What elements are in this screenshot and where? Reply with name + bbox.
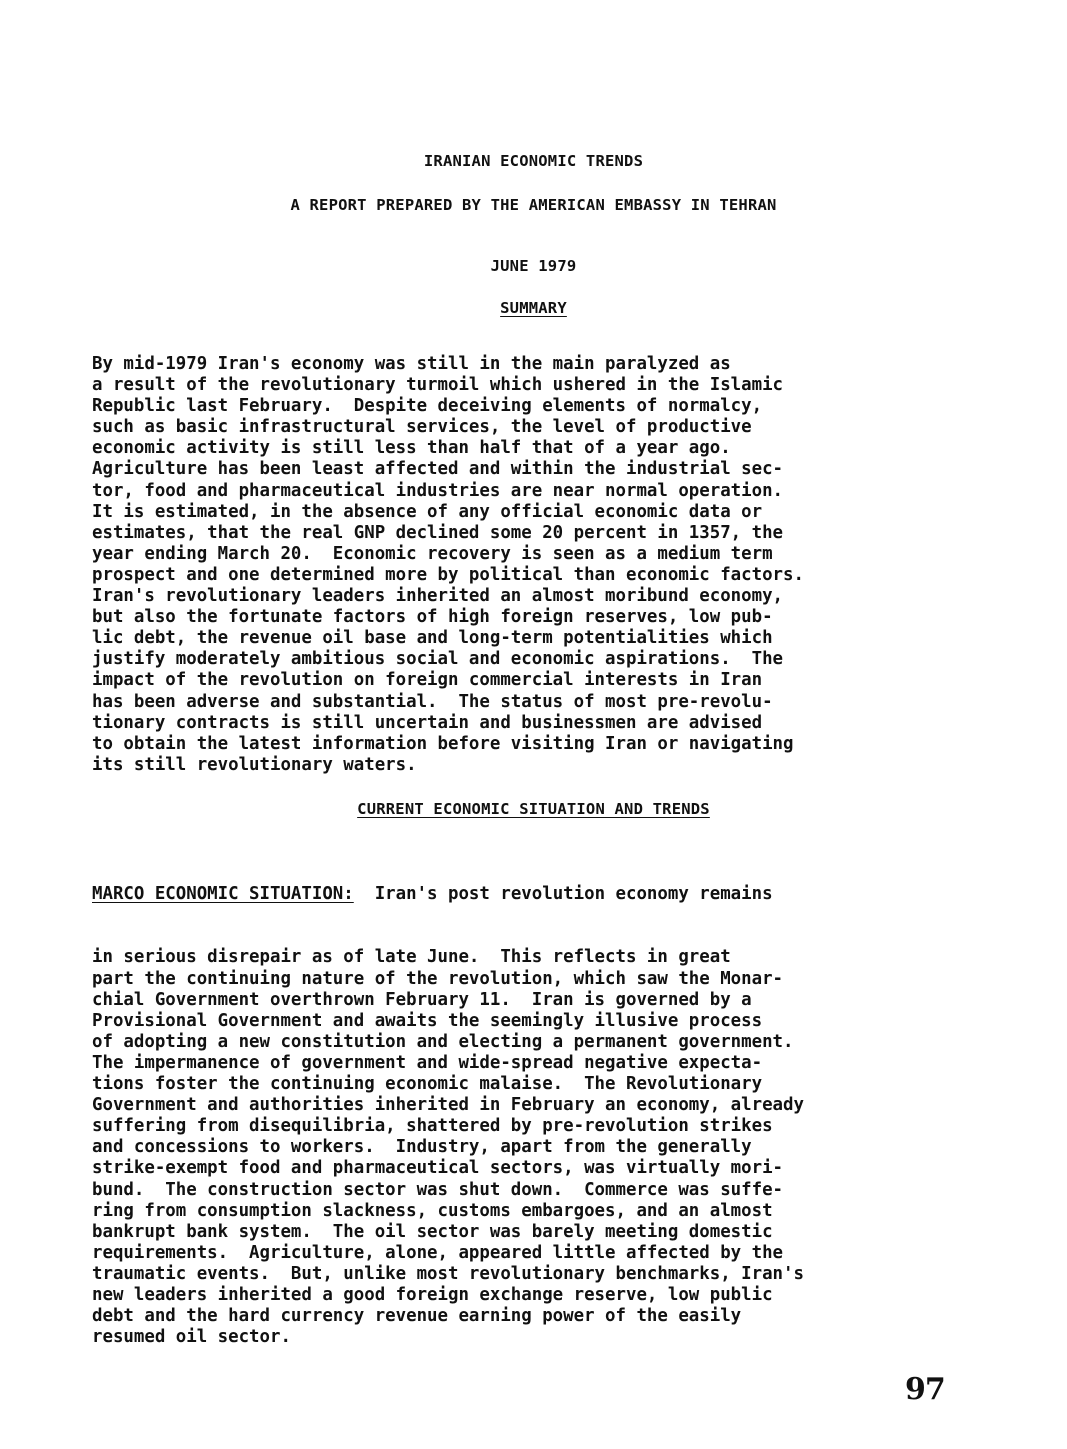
text-line: economic activity is still less than half that of a year ago. (92, 438, 731, 459)
text-line: By mid-1979 Iran's economy was still in the main paralyzed as (92, 354, 731, 374)
text-line: Government and authorities inherited in February an economy, already (92, 1095, 804, 1116)
document-title: IRANIAN ECONOMIC TRENDS (423, 152, 644, 170)
paragraph-first-line (92, 884, 804, 905)
text-line: lic debt, the revenue oil base and long-term potentialities which (92, 628, 773, 649)
text-line: traumatic events. But, unlike most revolutionary benchmarks, Iran's (92, 1263, 804, 1284)
current-situation-paragraph (92, 842, 804, 1348)
text-line: ring from consumption slackness, customs embargoes, and an almost (92, 1200, 773, 1221)
text-line: estimates, that the real GNP declined some 20 percent in 1357, the (92, 522, 784, 543)
current-situation-heading-text: CURRENT ECONOMIC SITUATION AND TRENDS (357, 800, 710, 818)
current-situation-heading (0, 800, 1067, 818)
text-line: year ending March 20. Economic recovery is seen as a medium term (92, 543, 773, 564)
text-line: of adopting a new constitution and electing a permanent government. (92, 1031, 794, 1052)
text-line: bankrupt bank system. The oil sector was barely meeting domestic (92, 1221, 773, 1242)
text-line: Provisional Government and awaits the seemingly illusive process (92, 1010, 763, 1031)
text-line: Republic last February. Despite deceiving elements of normalcy, (92, 396, 763, 417)
summary-paragraph (92, 354, 804, 776)
page-number: 97 (905, 1372, 945, 1407)
text-line: its still revolutionary waters. (92, 754, 417, 775)
document-date: JUNE 1979 (490, 257, 577, 275)
text-line: requirements. Agriculture, alone, appeared little affected by the (92, 1242, 784, 1263)
text-line: suffering from disequilibria, shattered by pre-revolution strikes (92, 1116, 773, 1137)
summary-heading (0, 299, 1067, 317)
text-line: Iran's revolutionary leaders inherited an almost moribund economy, (92, 586, 784, 607)
text-line: Agriculture has been least affected and within the industrial sec- (92, 459, 784, 480)
text-line: strike-exempt food and pharmaceutical sectors, was virtually mori- (92, 1158, 784, 1179)
text-line: tor, food and pharmaceutical industries are near normal operation. (92, 480, 784, 501)
text-line: and concessions to workers. Industry, apart from the generally (92, 1137, 752, 1158)
text-line: has been adverse and substantial. The status of most pre-revolu- (92, 691, 773, 712)
text-line: bund. The construction sector was shut down. Commerce was suffe- (92, 1179, 784, 1200)
summary-heading-text: SUMMARY (500, 299, 567, 317)
text-line: The impermanence of government and wide-spread negative expecta- (92, 1052, 763, 1073)
macro-economic-subheading: MARCO ECONOMIC SITUATION: (92, 884, 354, 905)
text-line: prospect and one determined more by political than economic factors. (92, 564, 804, 585)
text-line: such as basic infrastructural services, the level of productive (92, 417, 752, 438)
text-line: but also the fortunate factors of high foreign reserves, low pub- (92, 607, 773, 628)
text-line: resumed oil sector. (92, 1327, 291, 1348)
first-line-text: Iran's post revolution economy remains (353, 884, 773, 905)
text-line: tions foster the continuing economic malaise. The Revolutionary (92, 1074, 763, 1095)
text-line: part the continuing nature of the revolution, which saw the Monar- (92, 968, 784, 989)
text-line: in serious disrepair as of late June. This reflects in great (92, 947, 731, 968)
text-line: impact of the revolution on foreign commercial interests in Iran (92, 670, 763, 691)
text-line: chial Government overthrown February 11. Iran is governed by a (92, 989, 752, 1010)
document-subtitle: A REPORT PREPARED BY THE AMERICAN EMBASSY IN TEHRAN (290, 196, 777, 214)
text-line: to obtain the latest information before visiting Iran or navigating (92, 733, 794, 754)
text-line: justify moderately ambitious social and economic aspirations. The (92, 649, 784, 670)
text-line: a result of the revolutionary turmoil which ushered in the Islamic (92, 375, 784, 396)
text-line: debt and the hard currency revenue earning power of the easily (92, 1306, 742, 1327)
text-line: new leaders inherited a good foreign exchange reserve, low public (92, 1284, 773, 1305)
text-line: It is estimated, in the absence of any official economic data or (92, 501, 763, 522)
text-line: tionary contracts is still uncertain and businessmen are advised (92, 712, 763, 733)
